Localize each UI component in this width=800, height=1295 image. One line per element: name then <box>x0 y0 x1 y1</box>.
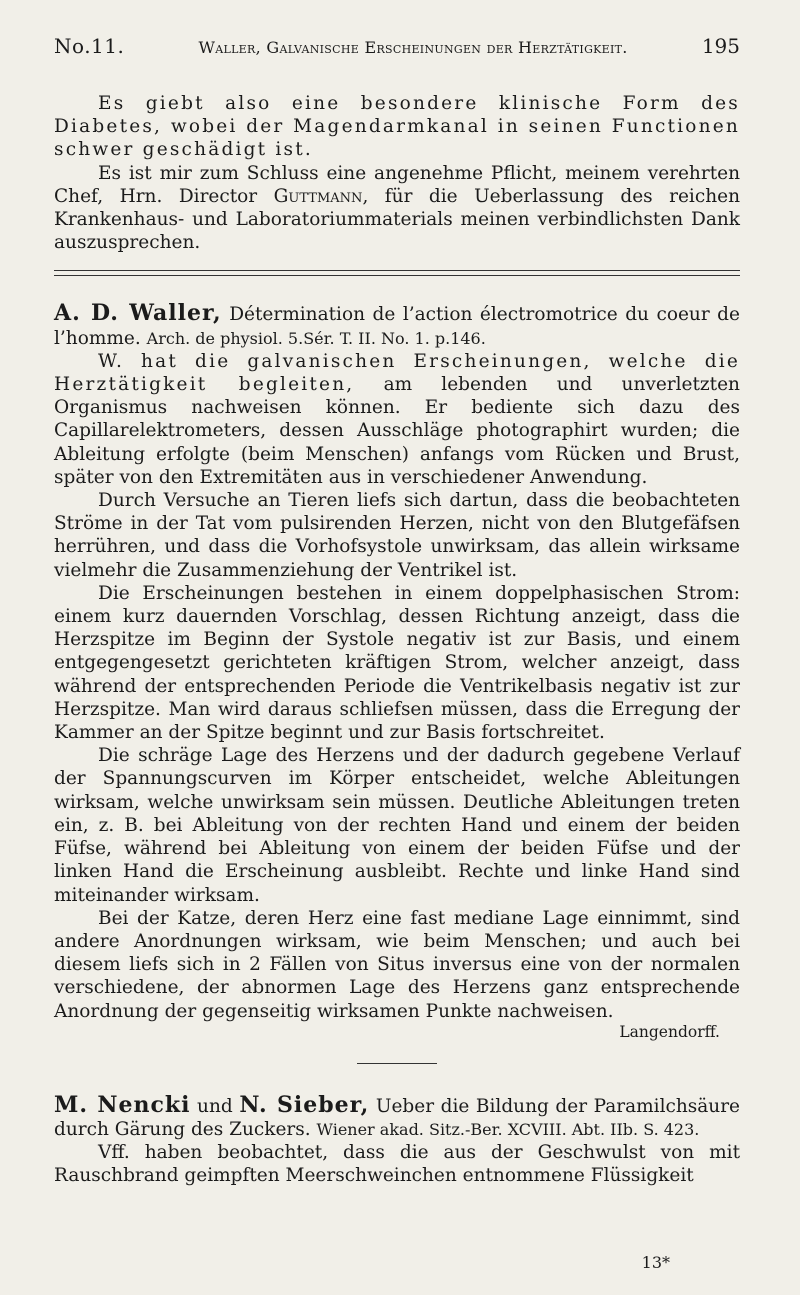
signature-mark: 13* <box>641 1253 670 1272</box>
entry-reference: Arch. de physiol. 5.Sér. T. II. No. 1. p.146. <box>146 328 486 348</box>
entry-title: Ueber die Bildung der Paramilchsäure durch Gärung des Zuckers. <box>54 1095 741 1140</box>
page-number: 195 <box>701 34 740 58</box>
entry-author: N. Sieber, <box>239 1091 370 1118</box>
entry-paragraph: W. hat die galvanischen Erscheinungen, welche die Herztätigkeit begleiten, am lebenden und unverletzten Organismus nachweisen können. Er bediente sich dazu des Capillarelektrometers, dessen Ausschläge photographirt wurden; die Ableitung erfolgte (beim Menschen) anfangs vom Rücken und Brust, später von den Extremitäten aus in verschiedener Anwendung. <box>54 350 740 488</box>
intro-thanks: Es ist mir zum Schluss eine angenehme Pflicht, meinem verehrten Chef, Hrn. Director Guttmann, für die Ueberlassung des reichen Krankenhaus- und Laboratoriummaterials meinen verbindlichsten Dank auszusprechen. <box>54 162 740 254</box>
review-entry-nencki <box>54 1091 741 1188</box>
entry-paragraph: Vff. haben beobachtet, dass die aus der Geschwulst von mit Rauschbrand geimpften Meerschweinchen entnommene Flüssigkeit <box>54 1142 740 1187</box>
entry-heading <box>54 1091 741 1141</box>
person-name: Guttmann <box>273 185 363 207</box>
entry-divider <box>357 1063 437 1064</box>
entry-title: Détermination de l’action électromotrice du coeur de l’homme. <box>54 304 740 349</box>
entry-author: A. D. Waller, <box>54 300 222 327</box>
running-header <box>54 34 740 64</box>
issue-number: No.11. <box>54 34 125 58</box>
entry-paragraph: Durch Versuche an Tieren liefs sich dartun, dass die beobachteten Ströme in der Tat vom pulsirenden Herzen, nicht von den Blutgefäfsen herrühren, und dass die Vorhofsystole unwirksam, das allein wirksame vielmehr die Zusammenziehung der Ventrikel ist. <box>54 490 740 581</box>
intro-sentence: Es giebt also eine besondere klinische Form des Diabetes, wobei der Magendarmkanal in seinen Functionen schwer geschädigt ist. <box>54 93 740 161</box>
entry-heading <box>54 302 740 349</box>
entry-paragraph: Die Erscheinungen bestehen in einem doppelphasischen Strom: einem kurz dauernden Vorschlag, dessen Richtung anzeigt, dass die Herzspitze im Beginn der Systole negativ ist zur Basis, und einem entgegengesetzt gerichteten kräftigen Strom, welcher anzeigt, dass während der entsprechenden Periode die Ventrikelbasis negativ ist zur Herzspitze. Man wird daraus schliefsen müssen, dass die Erregung der Kammer an der Spitze beginnt und zur Basis fortschreitet. <box>54 582 740 744</box>
section-divider <box>54 270 740 276</box>
entry-paragraph: Bei der Katze, deren Herz eine fast mediane Lage einnimmt, sind andere Anordnungen wirksam, wie beim Menschen; und auch bei diesem liefs sich in 2 Fällen von Situs inversus eine von der normalen verschiedene, der abnormen Lage des Herzens ganz entsprechende Anordnung der gegenseitig wirksamen Punkte nachweisen. <box>54 907 740 1022</box>
reviewer-signature: Langendorff. <box>619 1022 720 1041</box>
entry-connector: und <box>197 1095 233 1117</box>
entry-paragraph: Die schräge Lage des Herzens und der dadurch gegebene Verlauf der Spannungscurven im Körper entscheidet, welche Ableitungen wirksam, welche unwirksam sein müssen. Deutliche Ableitungen treten ein, z. B. bei Ableitung von der rechten Hand und einem der beiden Füfse, während bei Ableitung von einem der beiden Füfse und der linken Hand die Erscheinung ausbleibt. Rechte und linke Hand sind miteinander wirksam. <box>54 745 740 906</box>
entry-reference: Wiener akad. Sitz.-Ber. XCVIII. Abt. IIb. S. 423. <box>316 1119 700 1139</box>
entry-author: M. Nencki <box>54 1091 191 1118</box>
reviewer-signature-row <box>54 1023 740 1041</box>
review-entry-waller <box>54 302 740 1040</box>
running-title: Waller, Galvanische Erscheinungen der Herztätigkeit. <box>198 38 628 57</box>
intro-section <box>54 92 740 254</box>
